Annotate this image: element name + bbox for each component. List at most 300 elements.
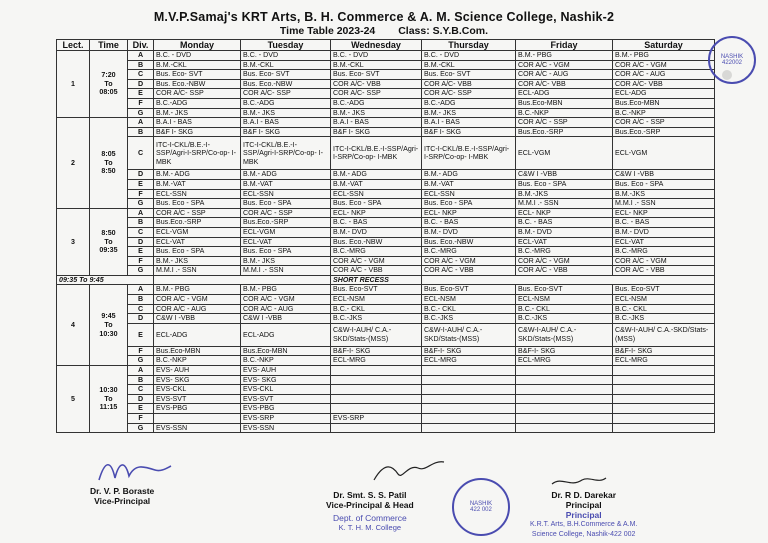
lecture-time — [90, 285, 128, 366]
schedule-cell: B.M.-VAT — [241, 179, 331, 189]
division-cell: G — [128, 356, 154, 366]
schedule-cell — [422, 366, 516, 376]
schedule-cell: B.C.-NKP — [516, 108, 613, 118]
schedule-cell: EVS-SSN — [154, 423, 241, 433]
schedule-cell: ITC-I-CKL/B.E.-I-SSP/Agri-I-SRP/Co-op- I-MBK — [422, 137, 516, 170]
schedule-cell: COR A/C - SSP — [613, 118, 715, 128]
schedule-cell: B&F-I- SKG — [516, 346, 613, 356]
schedule-cell: COR A/C- SSP — [422, 89, 516, 99]
schedule-cell: ECL-VAT — [516, 237, 613, 247]
division-cell: A — [128, 285, 154, 295]
lecture-number: 2 — [57, 118, 90, 209]
left-signature-scribble — [95, 456, 175, 486]
schedule-cell: ECL-ADG — [613, 89, 715, 99]
lecture-time — [90, 366, 128, 433]
time-line: To — [104, 158, 113, 167]
table-row — [57, 414, 715, 424]
schedule-cell: B.C.-MRG — [516, 247, 613, 257]
schedule-cell: ECL-NSM — [516, 295, 613, 305]
schedule-cell: Bus. Eco-SVT — [422, 285, 516, 295]
schedule-cell: COR A/C - VGM — [613, 256, 715, 266]
schedule-cell: B.A.I - BAS — [154, 118, 241, 128]
schedule-cell: COR A/C- VBB — [422, 79, 516, 89]
schedule-cell: COR A/C - AUG — [241, 304, 331, 314]
column-header: Wednesday — [331, 40, 422, 51]
schedule-cell: ECL- NKP — [422, 208, 516, 218]
time-line: To — [104, 394, 113, 403]
table-row — [57, 237, 715, 247]
table-row — [57, 70, 715, 80]
table-row — [57, 199, 715, 209]
division-cell: F — [128, 346, 154, 356]
schedule-cell: B.C.- CKL — [422, 304, 516, 314]
division-cell: A — [128, 118, 154, 128]
schedule-cell — [331, 385, 422, 395]
schedule-cell: Bus. Eco.-NBW — [422, 237, 516, 247]
table-row — [57, 189, 715, 199]
schedule-cell: ECL-MRG — [331, 356, 422, 366]
time-line: 10:30 — [99, 329, 118, 338]
mid-signature — [326, 490, 414, 533]
schedule-cell: Bus. Eco.-NBW — [241, 79, 331, 89]
division-cell: C — [128, 227, 154, 237]
schedule-cell: B.C.- CKL — [516, 304, 613, 314]
schedule-cell: B.C. - DVD — [154, 51, 241, 61]
time-line: 8:50 — [101, 167, 116, 176]
schedule-cell: ECL-MRG — [422, 356, 516, 366]
table-row — [57, 98, 715, 108]
schedule-cell: EVS-SVT — [241, 394, 331, 404]
lecture-number: 1 — [57, 51, 90, 118]
schedule-cell: B&F I- SKG — [331, 127, 422, 137]
schedule-cell: B.M.- DVD — [422, 227, 516, 237]
timetable-body — [57, 51, 715, 433]
schedule-cell: B.C.-MRG — [422, 247, 516, 257]
schedule-cell: ECL-SSN — [241, 189, 331, 199]
schedule-cell — [613, 423, 715, 433]
schedule-cell: B.M.- ADG — [331, 170, 422, 180]
schedule-cell: B&F-I- SKG — [422, 346, 516, 356]
time-line: 7:20 — [101, 71, 116, 80]
timetable-grid — [56, 39, 715, 433]
schedule-cell: EVS-CKL — [241, 385, 331, 395]
class-label: Class: S.Y.B.Com. — [398, 25, 489, 37]
table-row — [57, 314, 715, 324]
right-signatory-name: Dr. R D. Darekar — [551, 490, 617, 500]
schedule-cell: C&W-I-AUH/ C.A.-SKD/Stats-(MSS) — [516, 323, 613, 346]
schedule-cell: C&W I -VBB — [516, 170, 613, 180]
schedule-cell: ECL- NKP — [613, 208, 715, 218]
schedule-cell — [516, 385, 613, 395]
schedule-cell: COR A/C - VGM — [241, 295, 331, 305]
schedule-cell: EVS-PBG — [154, 404, 241, 414]
table-row — [57, 227, 715, 237]
recess-blank — [154, 275, 331, 285]
schedule-cell: Bus. Eco - SPA — [154, 199, 241, 209]
schedule-cell: B.A.I - BAS — [422, 118, 516, 128]
division-cell: E — [128, 179, 154, 189]
schedule-cell: ITC-I-CKL/B.E.-I-SSP/Agri-I-SRP/Co-op- I-MBK — [331, 137, 422, 170]
schedule-cell: B.C. - DVD — [241, 51, 331, 61]
lecture-time — [90, 118, 128, 209]
schedule-cell: COR A/C - VGM — [516, 256, 613, 266]
lecture-time — [90, 208, 128, 275]
mid-dept-stamp-line1: Dept. of Commerce — [333, 513, 407, 523]
schedule-cell: COR A/C - AUG — [516, 70, 613, 80]
table-row — [57, 208, 715, 218]
schedule-cell: ECL- NKP — [516, 208, 613, 218]
column-header: Saturday — [613, 40, 715, 51]
time-line: 11:15 — [99, 403, 118, 412]
schedule-cell: COR A/C- VBB — [613, 79, 715, 89]
left-signatory-title: Vice-Principal — [94, 496, 151, 506]
schedule-cell: B.C. - BAS — [613, 218, 715, 228]
table-row — [57, 295, 715, 305]
schedule-cell: B.M.- PBG — [613, 51, 715, 61]
schedule-cell — [422, 414, 516, 424]
schedule-cell: B.C.-ADG — [241, 98, 331, 108]
schedule-cell: COR A/C - SSP — [241, 208, 331, 218]
table-row — [57, 385, 715, 395]
schedule-cell: B.M.-JKS — [613, 189, 715, 199]
division-cell: C — [128, 70, 154, 80]
schedule-cell: Bus. Eco.-NBW — [331, 237, 422, 247]
table-row — [57, 366, 715, 376]
left-signature — [90, 486, 154, 506]
schedule-cell — [613, 414, 715, 424]
division-cell: B — [128, 127, 154, 137]
division-cell: D — [128, 170, 154, 180]
schedule-cell: Bus. Eco- SVT — [154, 70, 241, 80]
lecture-time — [90, 51, 128, 118]
division-cell: D — [128, 394, 154, 404]
schedule-cell: M.M.I .- SSN — [613, 199, 715, 209]
schedule-cell: COR A/C - VGM — [422, 256, 516, 266]
right-signature-scribble — [548, 474, 608, 490]
division-cell: A — [128, 208, 154, 218]
schedule-cell: B.C. - DVD — [331, 51, 422, 61]
schedule-cell: B.C. - DVD — [422, 51, 516, 61]
division-cell: D — [128, 79, 154, 89]
schedule-cell: COR A/C - VGM — [154, 295, 241, 305]
schedule-cell: COR A/C - VBB — [331, 266, 422, 276]
schedule-cell: B&F-I- SKG — [331, 346, 422, 356]
schedule-cell: ECL-VGM — [516, 137, 613, 170]
schedule-cell: B.M.- JKS — [154, 256, 241, 266]
schedule-cell: B.C.-ADG — [422, 98, 516, 108]
lecture-number: 4 — [57, 285, 90, 366]
time-line: To — [104, 237, 113, 246]
schedule-cell: ECL-NSM — [613, 295, 715, 305]
schedule-cell: Bus.Eco.-SRP — [516, 127, 613, 137]
schedule-cell: ECL-VGM — [241, 227, 331, 237]
schedule-cell: EVS-SSN — [241, 423, 331, 433]
division-cell: G — [128, 266, 154, 276]
schedule-cell: B.C.-MRG — [613, 247, 715, 257]
schedule-cell: COR A/C - SSP — [516, 118, 613, 128]
schedule-cell: COR A/C- VBB — [516, 79, 613, 89]
schedule-cell: COR A/C- VBB — [331, 79, 422, 89]
schedule-cell — [516, 394, 613, 404]
schedule-cell: ECL-SSN — [422, 189, 516, 199]
table-row — [57, 179, 715, 189]
right-signature — [530, 490, 637, 540]
schedule-cell: M.M.I .- SSN — [516, 199, 613, 209]
schedule-cell — [516, 423, 613, 433]
schedule-cell: COR A/C- SSP — [154, 89, 241, 99]
division-cell: E — [128, 404, 154, 414]
schedule-cell: B.C.-JKS — [516, 314, 613, 324]
schedule-cell — [331, 394, 422, 404]
schedule-cell — [613, 375, 715, 385]
schedule-cell: EVS-PBG — [241, 404, 331, 414]
schedule-cell: EVS- SKG — [154, 375, 241, 385]
division-cell: B — [128, 218, 154, 228]
schedule-cell: M.M.I .- SSN — [241, 266, 331, 276]
column-header: Time — [90, 40, 128, 51]
mid-signatory-title: Vice-Principal & Head — [326, 500, 414, 510]
schedule-cell: B.M.-CKL — [241, 60, 331, 70]
division-cell: A — [128, 366, 154, 376]
table-row — [57, 423, 715, 433]
schedule-cell: B.C.-ADG — [331, 98, 422, 108]
schedule-cell: EVS- SKG — [241, 375, 331, 385]
recess-time: 09:35 To 9:45 — [57, 275, 154, 285]
column-header: Tuesday — [241, 40, 331, 51]
table-row — [57, 218, 715, 228]
schedule-cell: Bus.Eco-MBN — [516, 98, 613, 108]
schedule-cell: Bus. Eco-SVT — [516, 285, 613, 295]
schedule-cell: COR A/C - VBB — [613, 266, 715, 276]
schedule-cell: B.C.-JKS — [331, 314, 422, 324]
time-line: 08:05 — [99, 88, 118, 97]
lecture-number: 3 — [57, 208, 90, 275]
schedule-cell: B.M.- PBG — [154, 285, 241, 295]
schedule-cell: ECL-VAT — [154, 237, 241, 247]
schedule-cell: C&W-I-AUH/ C.A.-SKD/Stats-(MSS) — [331, 323, 422, 346]
schedule-cell: B.C.-NKP — [241, 356, 331, 366]
schedule-cell: B.A.I - BAS — [241, 118, 331, 128]
schedule-cell: M.M.I .- SSN — [154, 266, 241, 276]
division-cell: F — [128, 98, 154, 108]
schedule-cell: C&W I -VBB — [241, 314, 331, 324]
schedule-cell: EVS-SVT — [154, 394, 241, 404]
schedule-cell: ECL-VAT — [241, 237, 331, 247]
column-header-row — [57, 40, 715, 51]
schedule-cell: EVS- AUH — [241, 366, 331, 376]
division-cell: B — [128, 295, 154, 305]
schedule-cell: C&W-I-AUH/ C.A.-SKD/Stats-(MSS) — [613, 323, 715, 346]
schedule-cell: B.M.- ADG — [241, 170, 331, 180]
table-row — [57, 60, 715, 70]
seal-top-line2: 422002 — [721, 60, 743, 66]
schedule-cell: B.C.- CKL — [331, 304, 422, 314]
table-row — [57, 79, 715, 89]
schedule-cell: B.M.-VAT — [422, 179, 516, 189]
schedule-cell — [613, 385, 715, 395]
schedule-cell: B&F I- SKG — [241, 127, 331, 137]
schedule-cell: COR A/C - VGM — [613, 60, 715, 70]
schedule-cell: ECL-ADG — [241, 323, 331, 346]
schedule-cell: Bus. Eco - SPA — [331, 199, 422, 209]
schedule-cell — [422, 404, 516, 414]
recess-row — [57, 275, 715, 285]
schedule-cell: B.C.-ADG — [154, 98, 241, 108]
schedule-cell: EVS- AUH — [154, 366, 241, 376]
schedule-cell: B.C.-MRG — [331, 247, 422, 257]
table-row — [57, 89, 715, 99]
schedule-cell — [154, 414, 241, 424]
schedule-cell: COR A/C - AUG — [154, 304, 241, 314]
schedule-cell: Bus.Eco.-SRP — [154, 218, 241, 228]
schedule-cell: B.M.-VAT — [331, 179, 422, 189]
recess-label: SHORT RECESS — [331, 275, 422, 285]
schedule-cell: B.M.- JKS — [241, 256, 331, 266]
schedule-cell: C&W-I-AUH/ C.A.-SKD/Stats-(MSS) — [422, 323, 516, 346]
schedule-cell: C&W I -VBB — [613, 170, 715, 180]
right-signatory-title: Principal — [565, 500, 602, 510]
schedule-cell: Bus. Eco- SVT — [241, 70, 331, 80]
table-row — [57, 256, 715, 266]
schedule-cell: B.M.- ADG — [422, 170, 516, 180]
table-row — [57, 404, 715, 414]
division-cell: A — [128, 51, 154, 61]
division-cell: G — [128, 423, 154, 433]
table-row — [57, 51, 715, 61]
schedule-cell — [422, 423, 516, 433]
division-cell: E — [128, 323, 154, 346]
table-row — [57, 356, 715, 366]
schedule-cell: Bus.Eco-MBN — [154, 346, 241, 356]
schedule-cell: ECL-VGM — [154, 227, 241, 237]
division-cell: C — [128, 385, 154, 395]
table-row — [57, 285, 715, 295]
schedule-cell: Bus.Eco.-SRP — [613, 127, 715, 137]
college-title: M.V.P.Samaj's KRT Arts, B. H. Commerce & A. M. Science College, Nashik-2 — [153, 10, 615, 24]
schedule-cell: EVS-SRP — [331, 414, 422, 424]
schedule-cell: Bus. Eco - SPA — [516, 179, 613, 189]
schedule-cell: B.M.- PBG — [516, 51, 613, 61]
division-cell: F — [128, 414, 154, 424]
schedule-cell: COR A/C - VBB — [422, 266, 516, 276]
time-line: 10:30 — [99, 386, 118, 395]
schedule-cell: Bus. Eco-SVT — [613, 285, 715, 295]
schedule-cell — [331, 404, 422, 414]
schedule-cell — [516, 375, 613, 385]
schedule-cell: ECL- NKP — [331, 208, 422, 218]
schedule-cell: B.M.-VAT — [154, 179, 241, 189]
schedule-cell: Bus. Eco.-NBW — [154, 79, 241, 89]
schedule-cell — [331, 366, 422, 376]
schedule-cell: COR A/C - SSP — [154, 208, 241, 218]
table-row — [57, 266, 715, 276]
schedule-cell: ECL-MRG — [613, 356, 715, 366]
timetable-year: Time Table 2023-24 — [279, 25, 376, 37]
schedule-cell: ITC-I-CKL/B.E.-I-SSP/Agri-I-SRP/Co-op- I-MBK — [241, 137, 331, 170]
schedule-cell: B.A.I - BAS — [331, 118, 422, 128]
column-header: Lect. — [57, 40, 90, 51]
right-stamp-line2: Science College, Nashik-422 002 — [531, 531, 636, 538]
division-cell: G — [128, 199, 154, 209]
time-line: To — [104, 320, 113, 329]
schedule-cell: ECL-MRG — [516, 356, 613, 366]
schedule-cell: ITC-I-CKL/B.E.-I-SSP/Agri-I-SRP/Co-op- I-MBK — [154, 137, 241, 170]
schedule-cell: ECL-SSN — [154, 189, 241, 199]
schedule-cell: C&W I -VBB — [154, 314, 241, 324]
column-header: Monday — [154, 40, 241, 51]
schedule-cell: B.M.- ADG — [154, 170, 241, 180]
division-cell: B — [128, 60, 154, 70]
schedule-cell: B&F-I- SKG — [613, 346, 715, 356]
schedule-cell: Bus.Eco.-SRP — [241, 218, 331, 228]
schedule-cell — [613, 394, 715, 404]
schedule-cell: B.C.- CKL — [613, 304, 715, 314]
schedule-cell: COR A/C - VGM — [516, 60, 613, 70]
schedule-cell: ECL-ADG — [154, 323, 241, 346]
table-row — [57, 137, 715, 170]
table-row — [57, 375, 715, 385]
schedule-cell: Bus. Eco - SPA — [241, 199, 331, 209]
schedule-cell: B.C.-JKS — [613, 314, 715, 324]
division-cell: E — [128, 247, 154, 257]
time-line: To — [104, 79, 113, 88]
division-cell: F — [128, 189, 154, 199]
mid-signatory-name: Dr. Smt. S. S. Patil — [333, 490, 407, 500]
schedule-cell — [331, 423, 422, 433]
table-row — [57, 118, 715, 128]
schedule-cell: ECL-VGM — [613, 137, 715, 170]
column-header: Div. — [128, 40, 154, 51]
schedule-cell: Bus. Eco - SPA — [241, 247, 331, 257]
time-line: 09:35 — [99, 246, 118, 255]
timetable-subtitle — [0, 25, 768, 37]
schedule-cell — [422, 394, 516, 404]
schedule-cell: ECL-VAT — [613, 237, 715, 247]
schedule-cell: ECL-SSN — [331, 189, 422, 199]
column-header: Thursday — [422, 40, 516, 51]
division-cell: C — [128, 304, 154, 314]
seal-bottom-line1: NASHIK — [469, 501, 493, 507]
division-cell: B — [128, 375, 154, 385]
mid-signature-scribble — [368, 456, 448, 486]
time-line: 8:50 — [101, 228, 116, 237]
schedule-cell: B.M.-CKL — [422, 60, 516, 70]
schedule-cell: B.M.-CKL — [154, 60, 241, 70]
schedule-cell: B.M.- DVD — [331, 227, 422, 237]
schedule-cell: Bus. Eco- SVT — [422, 70, 516, 80]
table-row — [57, 323, 715, 346]
college-seal-bottom — [452, 478, 510, 536]
schedule-cell — [422, 375, 516, 385]
schedule-cell: COR A/C - AUG — [613, 70, 715, 80]
schedule-cell — [331, 375, 422, 385]
table-row — [57, 346, 715, 356]
schedule-cell: EVS-CKL — [154, 385, 241, 395]
schedule-cell: B.M.- JKS — [422, 108, 516, 118]
division-cell: D — [128, 314, 154, 324]
schedule-cell: B&F I- SKG — [154, 127, 241, 137]
schedule-cell — [516, 404, 613, 414]
schedule-cell: ECL-ADG — [516, 89, 613, 99]
schedule-cell: Bus. Eco- SVT — [331, 70, 422, 80]
time-line: 9:45 — [101, 312, 116, 321]
recess-blank — [422, 275, 715, 285]
schedule-cell — [516, 414, 613, 424]
time-line: 8:05 — [101, 150, 116, 159]
division-cell: E — [128, 89, 154, 99]
schedule-cell: Bus.Eco-MBN — [241, 346, 331, 356]
schedule-cell: B.M.- JKS — [331, 108, 422, 118]
